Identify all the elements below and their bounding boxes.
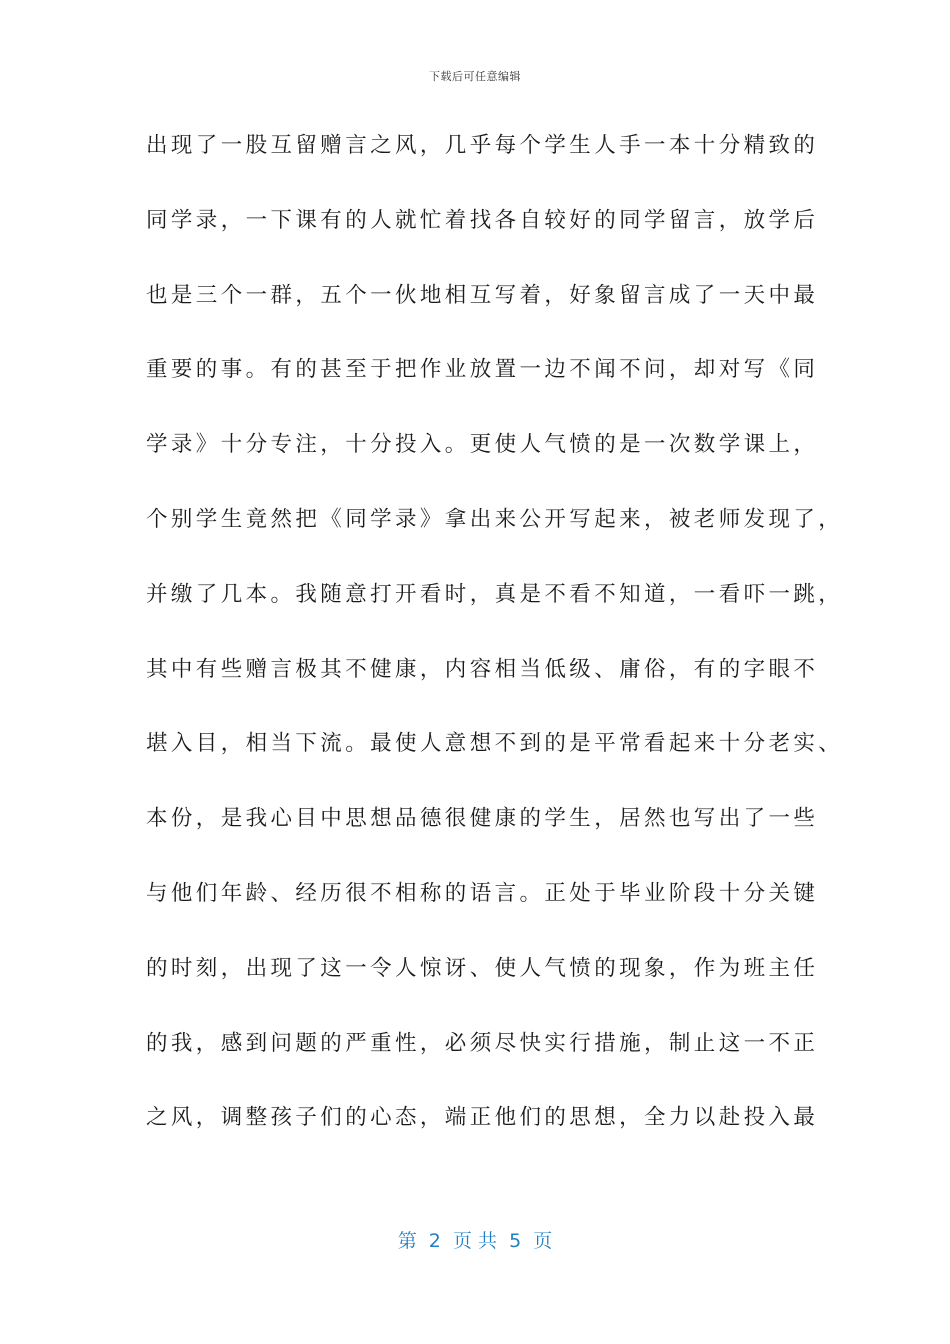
paragraph-line: 并缴了几本。我随意打开看时，真是不看不知道，一看吓一跳， <box>146 581 844 607</box>
paragraph-line: 堪入目，相当下流。最使人意想不到的是平常看起来十分老实、 <box>146 731 844 757</box>
page-number-footer: 第 2 页 共 5 页 <box>397 1230 553 1252</box>
paragraph-line: 之风，调整孩子们的心态，端正他们的思想，全力以赴投入最 <box>146 1105 819 1131</box>
paragraph-line: 重要的事。有的甚至于把作业放置一边不闻不问，却对写《同 <box>146 357 819 383</box>
paragraph-line: 学录》十分专注，十分投入。更使人气愤的是一次数学课上， <box>146 432 819 458</box>
paragraph-line: 同学录，一下课有的人就忙着找各自较好的同学留言，放学后 <box>146 207 819 233</box>
document-body <box>146 126 844 1173</box>
paragraph-line: 的时刻，出现了这一令人惊讶、使人气愤的现象，作为班主任 <box>146 955 819 981</box>
paragraph-line: 其中有些赠言极其不健康，内容相当低级、庸俗，有的字眼不 <box>146 656 819 682</box>
paragraph-line: 出现了一股互留赠言之风，几乎每个学生人手一本十分精致的 <box>146 133 819 158</box>
paragraph-line: 与他们年龄、经历很不相称的语言。正处于毕业阶段十分关键 <box>146 880 819 906</box>
paragraph-line: 的我，感到问题的严重性，必须尽快实行措施，制止这一不正 <box>146 1030 819 1056</box>
page-header-note: 下载后可任意编辑 <box>429 70 521 83</box>
paragraph-line: 本份，是我心目中思想品德很健康的学生，居然也写出了一些 <box>146 806 819 832</box>
paragraph-line: 也是三个一群，五个一伙地相互写着，好象留言成了一天中最 <box>146 282 819 308</box>
paragraph-line: 个别学生竟然把《同学录》拿出来公开写起来，被老师发现了， <box>146 506 844 532</box>
